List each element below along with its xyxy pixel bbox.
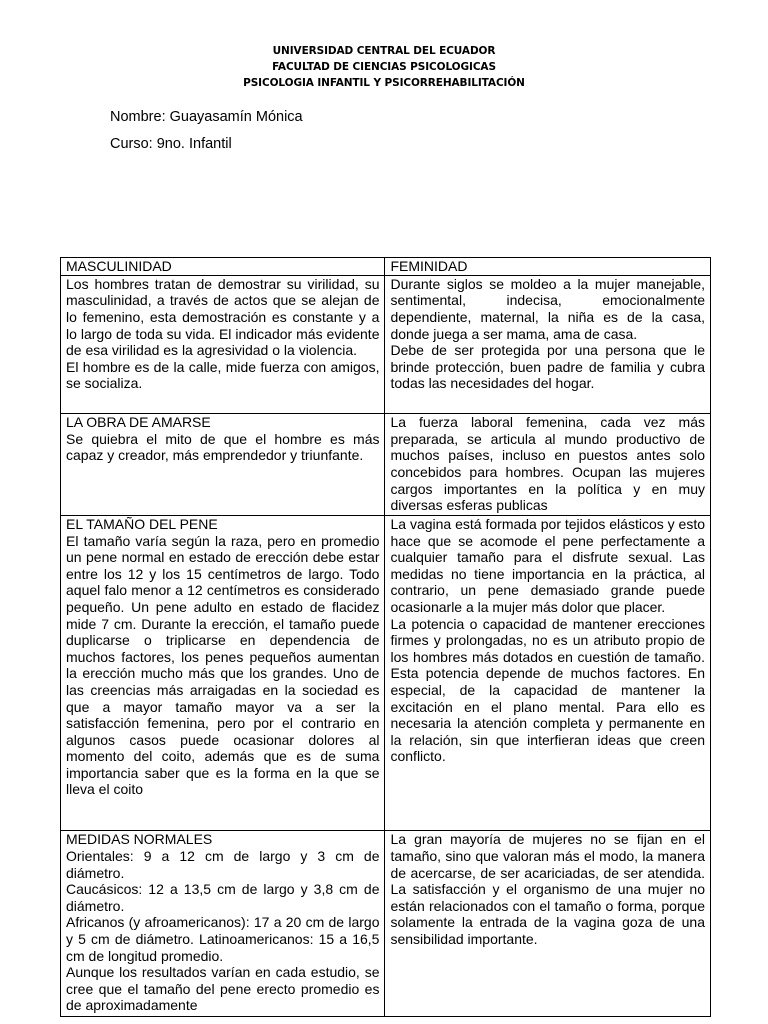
cell-tamano-pene	[61, 515, 385, 830]
cell-paragraph: Aunque los resultados varían en cada estudio, se cree que el tamaño del pene erecto promedio es de aproximadamente	[66, 964, 380, 1014]
cell-paragraph: Durante siglos se moldeo a la mujer manejable, sentimental, indecisa, emocionalmente dependiente, maternal, la niña es de la casa, donde juega a ser mama, ama de casa.	[390, 275, 705, 342]
table-row	[61, 414, 711, 516]
cell-title: MEDIDAS NORMALES	[66, 831, 213, 848]
cell-fuerza-laboral	[385, 414, 711, 516]
cell-obra-de-amarse	[61, 414, 385, 516]
cell-masculinidad-intro	[61, 275, 385, 414]
cell-title: EL TAMAÑO DEL PENE	[66, 515, 218, 532]
cell-paragraph: La fuerza laboral femenina, cada vez más preparada, se articula al mundo productivo de muchos países, incluso en puestos antes solo concebidos para hombres. Ocupan las mujeres cargos importantes en la política y en muy diversas esferas publicas	[390, 414, 705, 514]
table-row	[61, 275, 711, 414]
cell-paragraph: La vagina está formada por tejidos elásticos y esto hace que se acomode el pene perfectamente a cualquier tamaño para el disfrute sexual. Las medidas no tiene importancia en la práctica, al contrario, un pene demasiado grande puede ocasionarle a la mujer más dolor que placer.	[390, 515, 705, 615]
cell-paragraph: Africanos (y afroamericanos): 17 a 20 cm de largo y 5 cm de diámetro. Latinoamericanos: 15 a 16,5 cm de longitud promedio.	[66, 914, 380, 964]
table-row	[61, 831, 711, 1017]
student-course: Curso: 9no. Infantil	[110, 136, 232, 152]
cell-title: LA OBRA DE AMARSE	[66, 414, 211, 431]
table-row	[61, 515, 711, 830]
header-feminidad: FEMINIDAD	[385, 258, 711, 276]
program-name: PSICOLOGIA INFANTIL Y PSICORREHABILITACIÓN	[243, 77, 525, 89]
cell-vagina	[385, 515, 711, 830]
cell-medidas-normales	[61, 831, 385, 1017]
cell-paragraph: Caucásicos: 12 a 13,5 cm de largo y 3,8 cm de diámetro.	[66, 881, 380, 914]
cell-paragraph: Se quiebra el mito de que el hombre es más capaz y creador, más emprendedor y triunfante.	[66, 430, 380, 464]
cell-paragraph: El tamaño varía según la raza, pero en promedio un pene normal en estado de erección debe estar entre los 12 y los 15 centímetros de largo. Todo aquel falo menor a 12 centímetros es considerado pequeño. Un pene adulto en estado de flacidez mide 7 cm. Durante la erección, el tamaño puede duplicarse o triplicarse en dependencia de muchos factores, los penes pequeños aumentan la erección mucho más que los grandes. Uno de las creencias más arraigadas en la sociedad es que a mayor tamaño mayor va a ser la satisfacción femenina, pero por el contrario en algunos casos puede ocasionar dolores al momento del coito, además que es de suma importancia saber que es la forma en la que se lleva el coito	[66, 532, 380, 798]
cell-paragraph: La potencia o capacidad de mantener erecciones firmes y prolongadas, no es un atributo propio de los hombres más dotados en cuestión de tamaño. Esta potencia depende de muchos factores. En especial, de la capacidad de mantener la excitación en el plano mental. Para ello es necesaria la atención completa y permanente en la relación, sin que interfieran ideas que creen conflicto.	[390, 615, 705, 765]
cell-paragraph: El hombre es de la calle, mide fuerza con amigos, se socializa.	[66, 358, 380, 392]
cell-paragraph: Orientales: 9 a 12 cm de largo y 3 cm de diámetro.	[66, 848, 380, 881]
cell-feminidad-intro	[385, 275, 711, 414]
comparison-table	[60, 257, 711, 1017]
student-name: Nombre: Guayasamín Mónica	[110, 109, 303, 125]
university-name: UNIVERSIDAD CENTRAL DEL ECUADOR	[272, 45, 496, 57]
cell-satisfaccion	[385, 831, 711, 1017]
cell-paragraph: Debe de ser protegida por una persona que le brinde protección, buen padre de familia y cubra todas las necesidades del hogar.	[390, 342, 705, 392]
cell-paragraph: La gran mayoría de mujeres no se fijan en el tamaño, sino que valoran más el modo, la manera de acercarse, de ser acariciadas, de ser atendida. La satisfacción y el organismo de una mujer no están relacionados con el tamaño o forma, porque solamente la entrada de la vagina goza de una sensibilidad importante.	[390, 831, 705, 947]
header-masculinidad: MASCULINIDAD	[61, 258, 385, 276]
table-header-row	[61, 258, 711, 276]
document-header	[0, 43, 768, 91]
cell-paragraph: Los hombres tratan de demostrar su virilidad, su masculinidad, a través de actos que se alejan de lo femenino, esta demostración es constante y a lo largo de toda su vida. El indicador más evidente de esa virilidad es la agresividad o la violencia.	[66, 275, 380, 359]
faculty-name: FACULTAD DE CIENCIAS PSICOLOGICAS	[272, 61, 496, 73]
